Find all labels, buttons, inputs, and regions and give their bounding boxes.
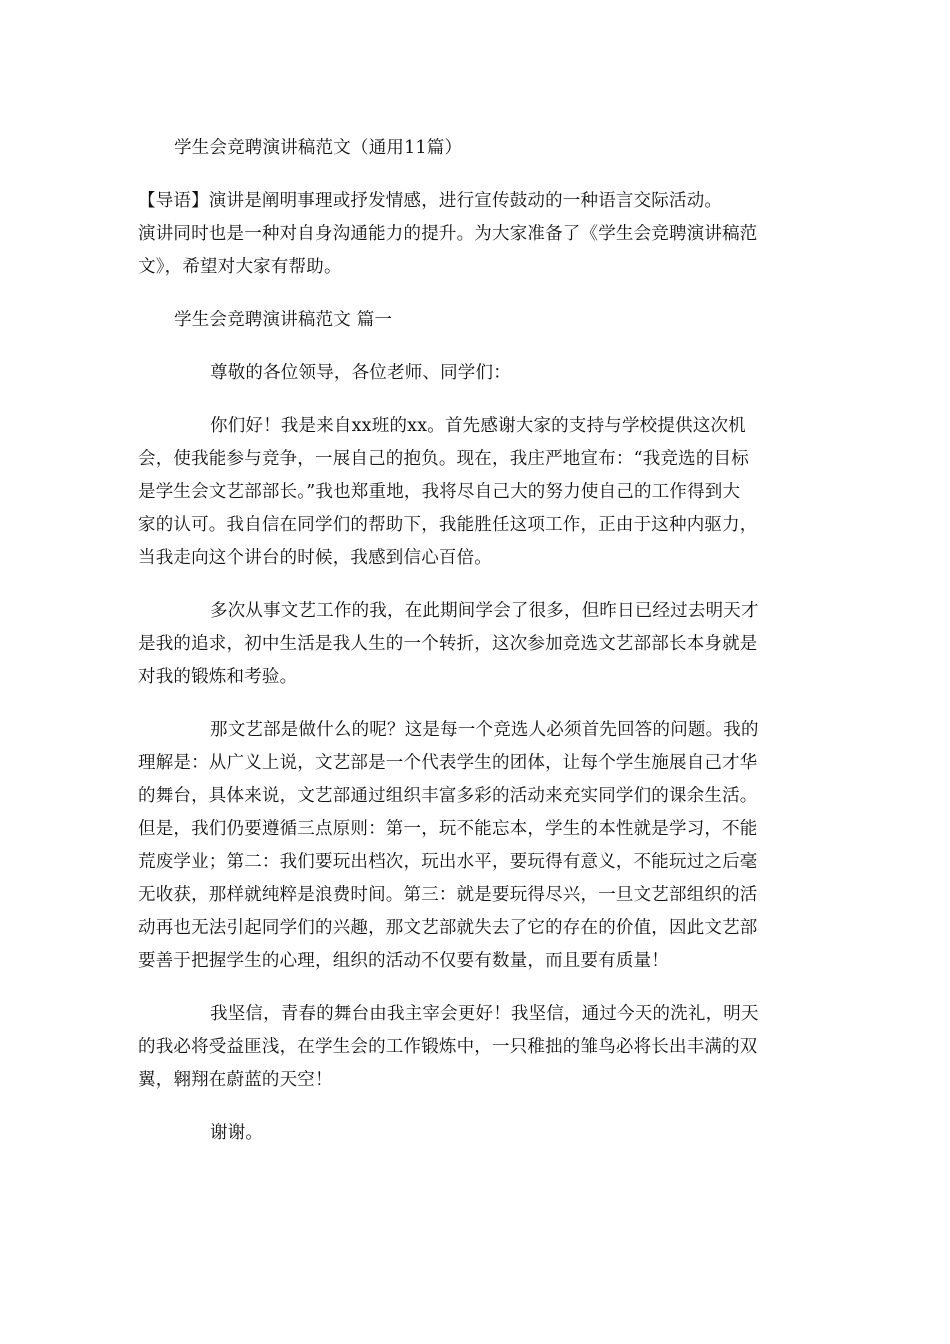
paragraph-line: 是学生会文艺部部长。”我也郑重地，我将尽自己大的努力使自己的工作得到大 (138, 482, 741, 502)
document-page (138, 132, 810, 1150)
salutation: 尊敬的各位领导，各位老师、同学们： (210, 363, 511, 383)
paragraph-line: 是我的追求，初中生活是我人生的一个转折，这次参加竞选文艺部部长本身就是 (138, 634, 758, 654)
paragraph-line: 动再也无法引起同学们的兴趣，那文艺部就失去了它的存在的价值，因此文艺部 (138, 918, 758, 938)
body-paragraph (138, 595, 810, 694)
paragraph-line: 家的认可。我自信在同学们的帮助下，我能胜任这项工作，正由于这种内驱力， (138, 515, 758, 535)
paragraph-line: 那文艺部是做什么的呢？这是每一个竞选人必须首先回答的问题。我的 (210, 720, 759, 740)
body-paragraph (138, 714, 810, 978)
intro-paragraph (138, 185, 810, 284)
paragraph-line: 多次从事文艺工作的我，在此期间学会了很多，但昨日已经过去明天才 (210, 601, 759, 621)
paragraph-line: 理解是：从广义上说，文艺部是一个代表学生的团体，让每个学生施展自己才华 (138, 753, 758, 773)
paragraph-line: 的舞台，具体来说，文艺部通过组织丰富多彩的活动来充实同学们的课余生活。 (138, 786, 758, 806)
body-paragraph (138, 410, 810, 575)
paragraph-line: 无收获，那样就纯粹是浪费时间。第三：就是要玩得尽兴，一旦文艺部组织的活 (138, 885, 758, 905)
intro-line: 演讲同时也是一种对自身沟通能力的提升。为大家准备了《学生会竞聘演讲稿范 (138, 224, 758, 244)
paragraph-line: 对我的锻炼和考验。 (138, 667, 298, 687)
section-heading: 学生会竞聘演讲稿范文 篇一 (174, 310, 393, 330)
paragraph-line: 的我必将受益匪浅，在学生会的工作锻炼中，一只稚拙的雏鸟必将长出丰满的双 (138, 1037, 758, 1057)
body-paragraph (138, 998, 810, 1097)
paragraph-line: 翼，翱翔在蔚蓝的天空！ (138, 1070, 333, 1090)
paragraph-line: 会，使我能参与竞争，一展自己的抱负。现在，我庄严地宣布：“我竞选的目标 (138, 449, 749, 469)
paragraph-line: 荒废学业；第二：我们要玩出档次，玩出水平，要玩得有意义，不能玩过之后毫 (138, 852, 758, 872)
paragraph-line: 你们好！我是来自xx班的xx。首先感谢大家的支持与学校提供这次机 (210, 416, 746, 436)
paragraph-line: 当我走向这个讲台的时候，我感到信心百倍。 (138, 548, 492, 568)
intro-line: 文》，希望对大家有帮助。 (138, 257, 342, 277)
intro-line: 【导语】演讲是阐明事理或抒发情感，进行宣传鼓动的一种语言交际活动。 (138, 191, 723, 211)
paragraph-line: 但是，我们仍要遵循三点原则：第一，玩不能忘本，学生的本性就是学习，不能 (138, 819, 758, 839)
paragraph-line: 要善于把握学生的心理，组织的活动不仅要有数量，而且要有质量！ (138, 951, 669, 971)
document-title: 学生会竞聘演讲稿范文（通用11篇） (174, 138, 463, 158)
closing: 谢谢。 (210, 1123, 264, 1143)
paragraph-line: 我坚信，青春的舞台由我主宰会更好！我坚信，通过今天的洗礼，明天 (210, 1004, 759, 1024)
